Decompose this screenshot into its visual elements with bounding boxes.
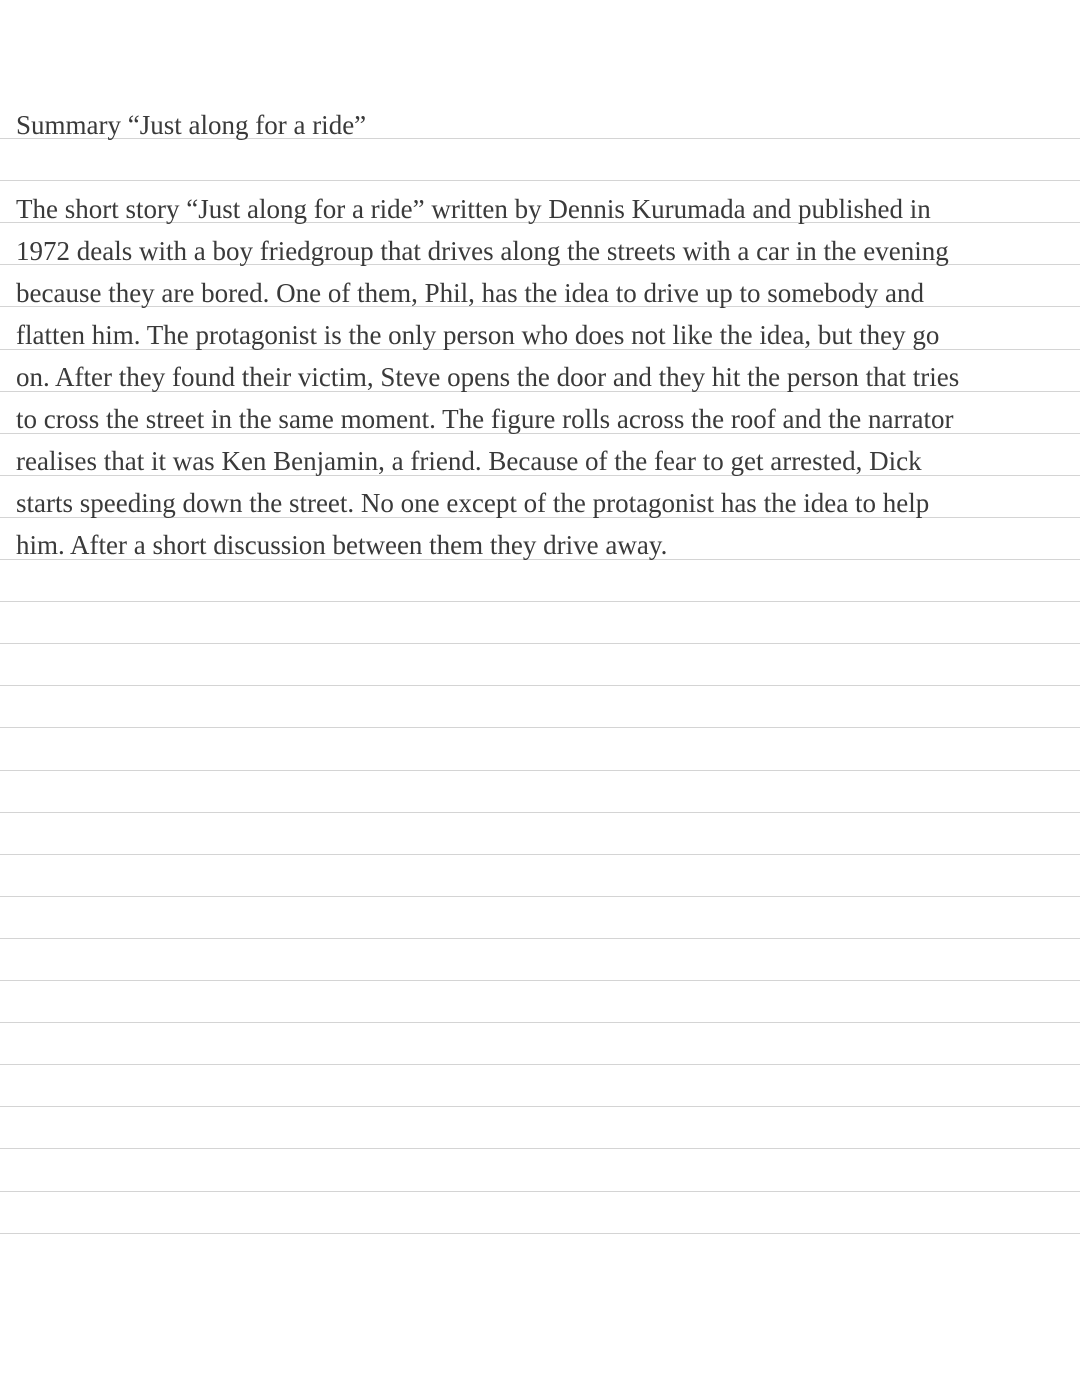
ruled-line xyxy=(0,1233,1080,1234)
ruled-line xyxy=(0,685,1080,686)
ruled-line xyxy=(0,601,1080,602)
ruled-line xyxy=(0,938,1080,939)
paragraph-line: on. After they found their victim, Steve opens the door and they hit the person that tries xyxy=(16,362,960,392)
paragraph-line: 1972 deals with a boy friedgroup that drives along the streets with a car in the evening xyxy=(16,236,949,266)
ruled-line xyxy=(0,854,1080,855)
ruled-line xyxy=(0,1191,1080,1192)
document-title: Summary “Just along for a ride” xyxy=(16,110,367,140)
ruled-line xyxy=(0,812,1080,813)
ruled-line xyxy=(0,1148,1080,1149)
paragraph-line: him. After a short discussion between them they drive away. xyxy=(16,530,668,560)
paragraph-line: The short story “Just along for a ride” written by Dennis Kurumada and published in xyxy=(16,194,931,224)
ruled-line xyxy=(0,896,1080,897)
paragraph-line: realises that it was Ken Benjamin, a friend. Because of the fear to get arrested, Dick xyxy=(16,446,922,476)
ruled-line xyxy=(0,1106,1080,1107)
ruled-line xyxy=(0,1064,1080,1065)
ruled-line xyxy=(0,643,1080,644)
paragraph-line: because they are bored. One of them, Phil, has the idea to drive up to somebody and xyxy=(16,278,924,308)
ruled-line xyxy=(0,980,1080,981)
ruled-line xyxy=(0,180,1080,181)
paragraph-line: flatten him. The protagonist is the only person who does not like the idea, but they go xyxy=(16,320,940,350)
ruled-line xyxy=(0,1022,1080,1023)
ruled-line xyxy=(0,770,1080,771)
paragraph-line: starts speeding down the street. No one except of the protagonist has the idea to help xyxy=(16,488,930,518)
paragraph-line: to cross the street in the same moment. The figure rolls across the roof and the narrator xyxy=(16,404,954,434)
ruled-line xyxy=(0,727,1080,728)
